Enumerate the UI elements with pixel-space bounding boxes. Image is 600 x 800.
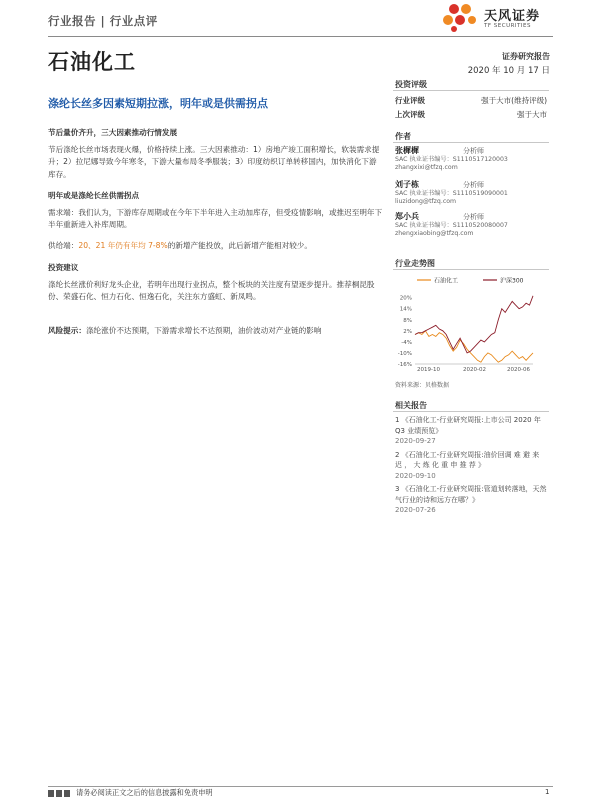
chart-header: 行业走势图 [395, 259, 435, 268]
author-entry [395, 180, 547, 206]
y-tick-label: -10% [397, 350, 412, 357]
authors-header: 作者 [395, 132, 411, 141]
divider [393, 142, 549, 143]
y-tick-label: 20% [399, 295, 412, 302]
legend-label: 石油化工 [434, 277, 459, 285]
logo-mark-icon [440, 2, 480, 32]
industry-trend-chart [393, 272, 549, 374]
x-tick-label: 2020-06 [507, 367, 530, 373]
y-tick-label: 8% [403, 317, 412, 324]
industry-rating-row [395, 95, 547, 106]
author-entry [395, 146, 547, 172]
author-email: zhengxiaobing@tfzq.com [395, 230, 474, 237]
related-report-date: 2020-07-26 [395, 506, 436, 514]
paragraph: 节后涤纶长丝市场表现火爆，价格持续上涨。三大因素推动：1）房地产竣工面积增长，软装需求提升；2）拉尼娜导致今年寒冬，下游大量布局冬季服装；3）印度纺织订单转移国内，加快消化下游库存。 [48, 145, 380, 179]
related-report-item[interactable] [395, 484, 547, 516]
related-report-item[interactable] [395, 415, 547, 447]
report-subtitle: 涤纶长丝多因素短期拉涨，明年或是供需拐点 [48, 97, 268, 110]
author-cert: SAC 执业证书编号：S1110517120003 [395, 156, 508, 163]
rating-label: 上次评级 [395, 110, 425, 119]
paragraph-lead: 供给端： [48, 241, 79, 251]
report-type: 证券研究报告 [502, 52, 550, 61]
paragraph [48, 240, 384, 252]
risk-text: 涤纶涨价不达预期，下游需求增长不达预期，油价波动对产业链的影响 [85, 326, 322, 336]
y-tick-label: -16% [397, 362, 412, 368]
author-cert: SAC 执业证书编号：S1110520080007 [395, 222, 508, 229]
report-category: 行业报告 | 行业点评 [48, 14, 158, 28]
paragraph: 需求端：我们认为，下游库存周期或在今年下半年进入主动加库存，但受疫情影响，或推迟至明年下半年重新进入补库周期。 [48, 208, 383, 230]
author-role: 分析师 [463, 213, 484, 221]
main-content [48, 127, 384, 346]
rating-label: 行业评级 [395, 96, 425, 105]
logo-subtext: TF SECURITIES [484, 23, 531, 29]
section-heading: 投资建议 [48, 262, 79, 272]
paragraph-text: 的新增产能投放，此后新增产能相对较少。 [167, 241, 312, 251]
previous-rating-row [395, 109, 547, 120]
related-report-title[interactable]: 3 《石油化工-行业研究周报:管道划转落地，天然气行业的诗和远方在哪？》 [395, 485, 547, 504]
legend-label: 沪深300 [500, 277, 524, 285]
y-tick-label: -4% [401, 339, 412, 346]
logo-text: 天风证券 [484, 9, 541, 24]
rating-value: 强于大市(维持评级) [481, 96, 547, 105]
rating-header: 投资评级 [395, 80, 427, 89]
chart-source: 资料来源：贝格数据 [395, 382, 450, 389]
section-heading: 节后量价齐升，三大因素推动行情发展 [48, 128, 178, 137]
rating-value: 强于大市 [517, 110, 547, 119]
author-role: 分析师 [463, 147, 484, 155]
divider [393, 269, 549, 270]
divider [393, 90, 549, 91]
x-tick-label: 2020-02 [463, 367, 486, 373]
related-report-item[interactable] [395, 450, 547, 482]
related-header: 相关报告 [395, 401, 427, 410]
disclaimer-text: 请务必阅读正文之后的信息披露和免责申明 [76, 788, 213, 797]
author-name: 郑小兵 [395, 212, 419, 221]
footer-logo-icon [48, 790, 70, 797]
highlight-text: 20、21 年仍有年均 7-8% [78, 241, 168, 251]
report-date: 2020 年 10 月 17 日 [467, 66, 550, 76]
divider [393, 411, 549, 412]
series-line [415, 331, 533, 362]
x-tick-label: 2019-10 [417, 367, 440, 373]
risk-label: 风险提示： [48, 326, 86, 336]
footer-divider [48, 786, 553, 787]
author-email: liuzidong@tfzq.com [395, 198, 457, 205]
related-report-date: 2020-09-10 [395, 471, 436, 480]
y-tick-label: 2% [403, 328, 412, 335]
section-heading: 明年或是涤纶长丝供需拐点 [48, 190, 140, 200]
author-name: 刘子栋 [395, 180, 419, 189]
related-report-title[interactable]: 1 《石油化工-行业研究周报:上市公司 2020 年 Q3 业绩预览》 [395, 416, 541, 435]
page-number: 1 [545, 788, 550, 796]
company-logo [440, 2, 560, 32]
author-cert: SAC 执业证书编号：S1110519090001 [395, 190, 508, 197]
author-entry [395, 212, 547, 238]
risk-warning [48, 325, 384, 337]
trend-chart-svg [393, 272, 549, 374]
author-role: 分析师 [463, 181, 484, 189]
author-name: 张樨樨 [395, 146, 419, 155]
related-report-date: 2020-09-27 [395, 437, 436, 445]
paragraph: 涤纶长丝涨价利好龙头企业，若明年出现行业拐点，整个板块的关注度有望逐步提升。推荐桐昆股份、荣盛石化、恒力石化、恒逸石化，关注东方盛虹、新凤鸣。 [48, 279, 375, 302]
series-line [415, 296, 533, 353]
related-report-title[interactable]: 2 《石油化工-行业研究周报:油价回调 难 避 来 迟 ， 大 炼 化 重 申 推 荐 》 [395, 450, 540, 469]
page-title: 石油化工 [48, 50, 136, 74]
related-reports-list [395, 415, 547, 519]
author-email: zhangxixi@tfzq.com [395, 164, 458, 171]
header-divider [48, 36, 553, 37]
y-tick-label: 14% [399, 306, 412, 313]
